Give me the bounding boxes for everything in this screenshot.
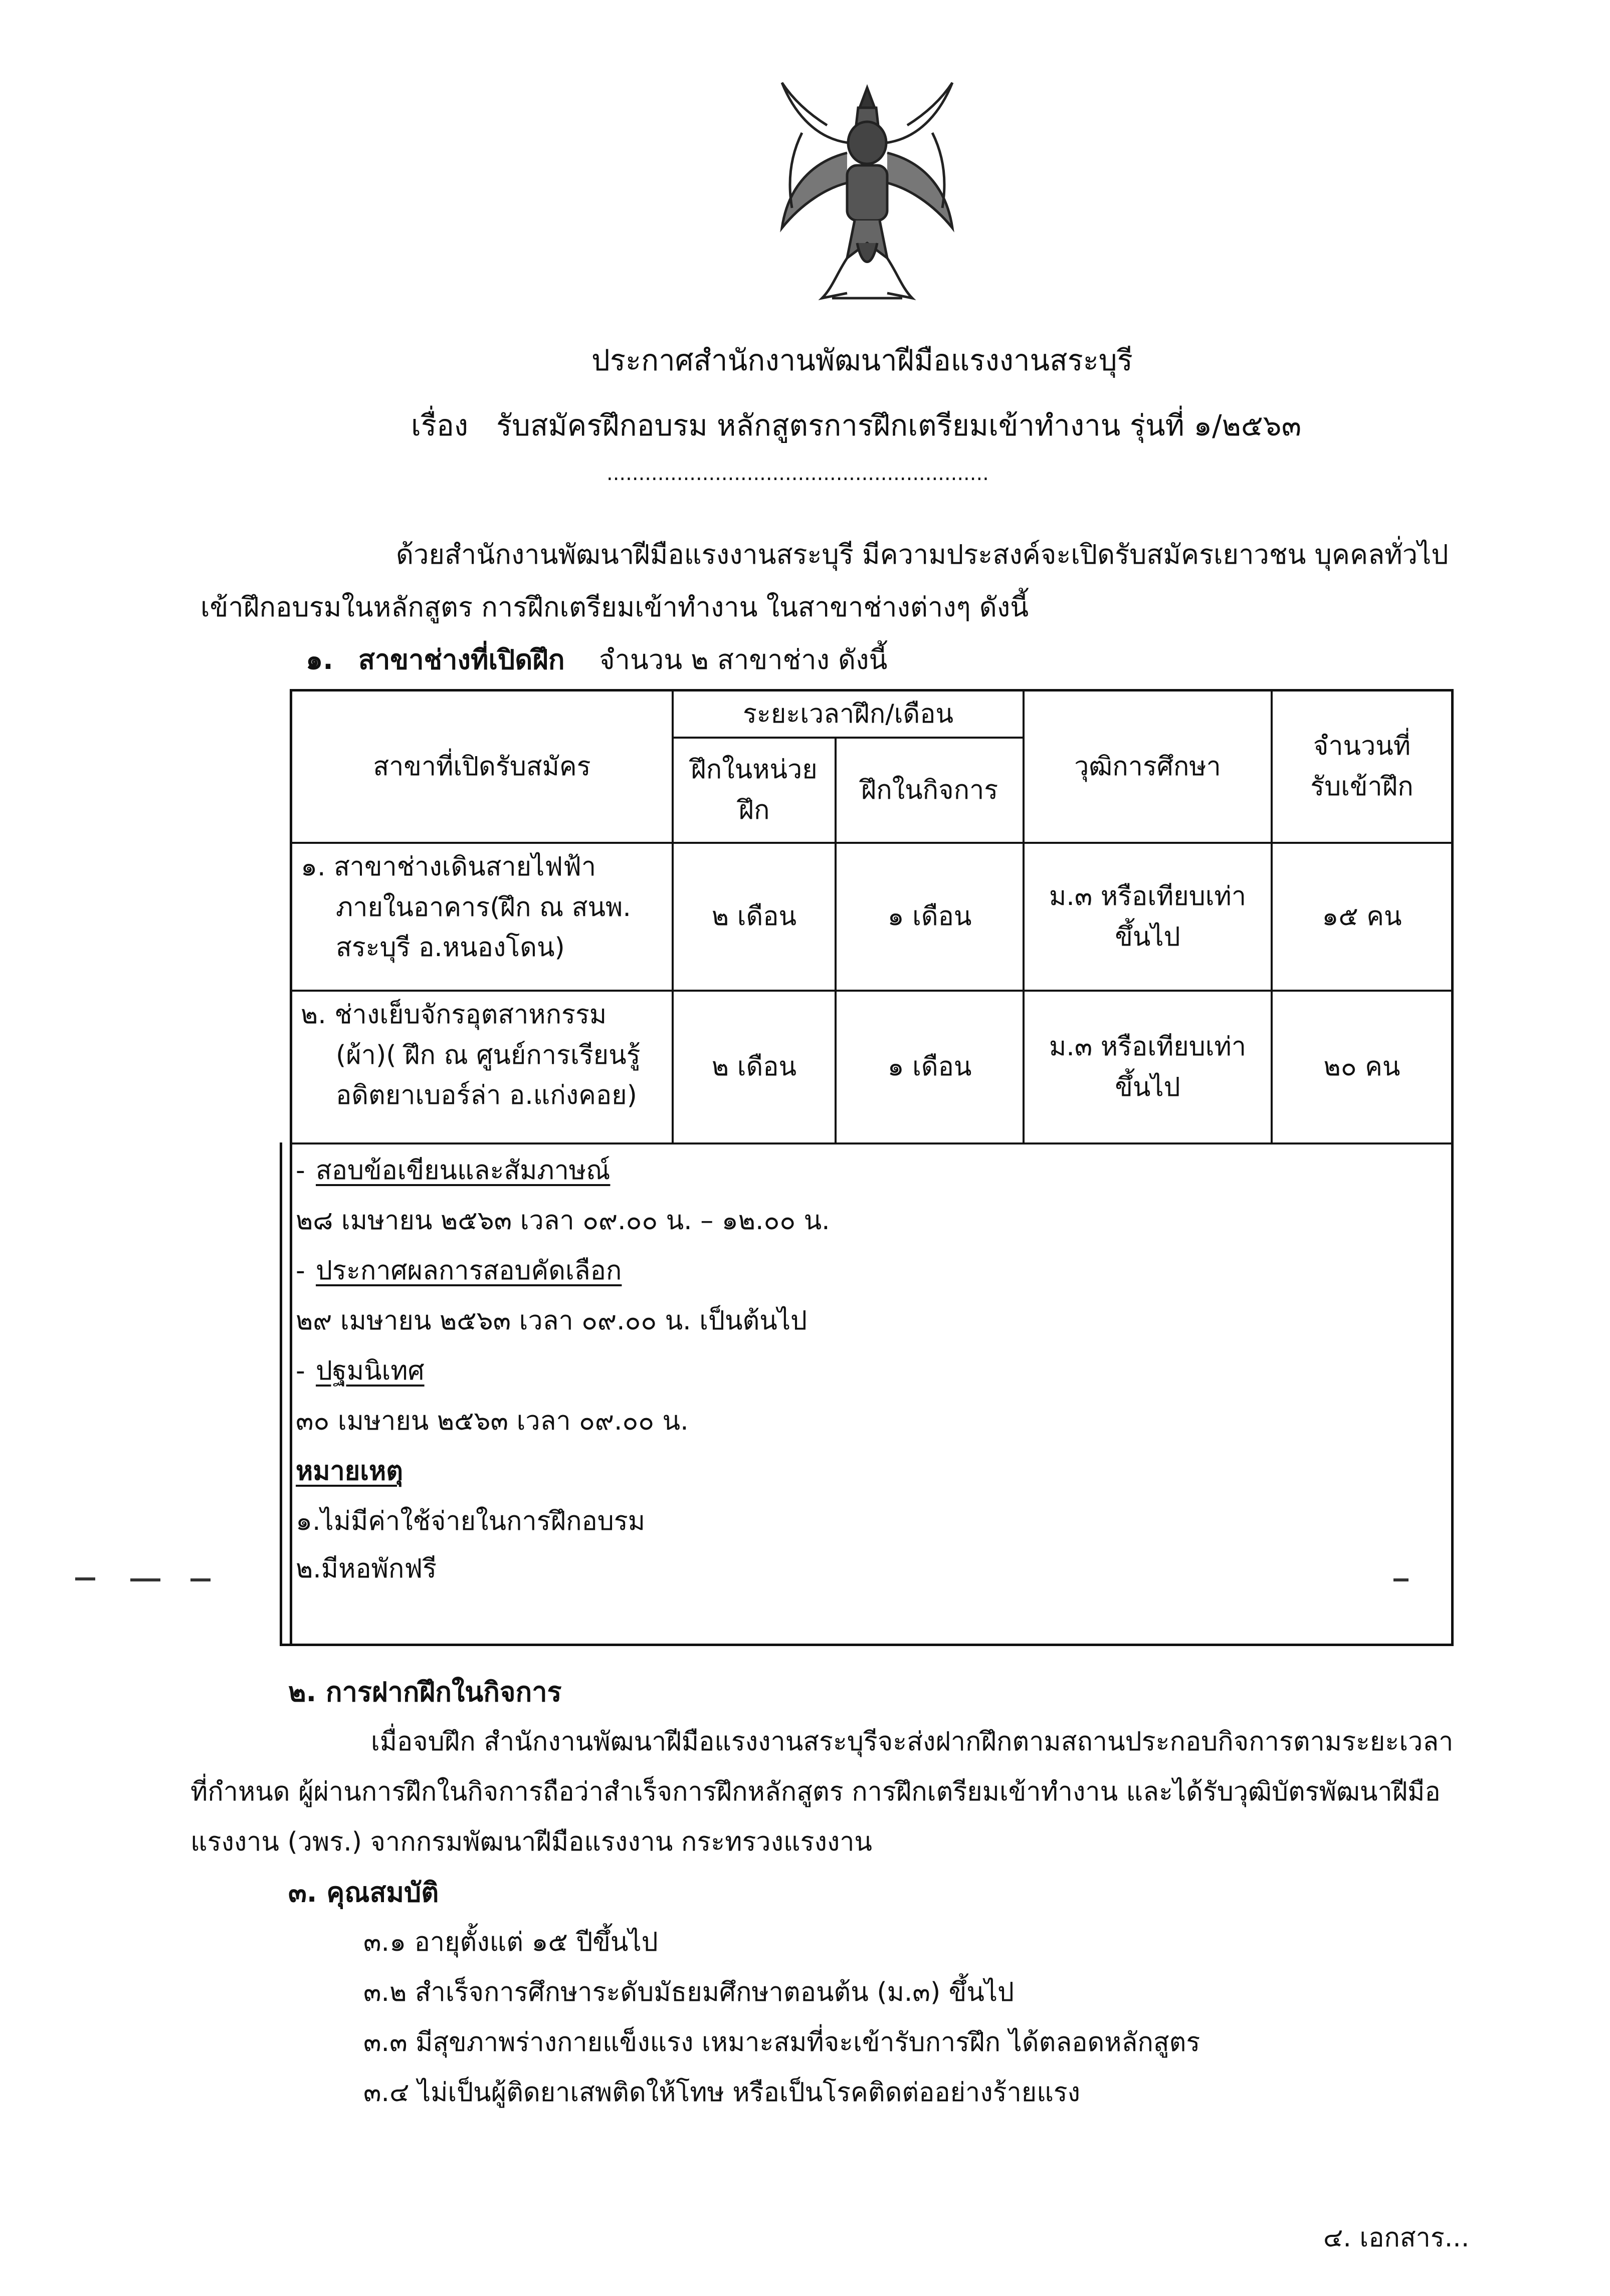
qualification-item: ๓.๒ สำเร็จการศึกษาระดับมัธยมศึกษาตอนต้น (ม.๓) ขึ้นไป: [363, 1977, 1015, 2007]
section-1-count: จำนวน ๒ สาขาช่าง ดังนี้: [599, 644, 888, 675]
table-row-2-in-company: ๑ เดือน: [887, 1052, 972, 1082]
note-2: ๒.มีหอพักฟรี: [296, 1554, 437, 1584]
table-row-1-quota: ๑๕ คน: [1322, 901, 1402, 932]
intro-line-2: เข้าฝึกอบรมในหลักสูตร การฝึกเตรียมเข้าทำงาน ในสาขาช่างต่างๆ ดังนี้: [200, 591, 1029, 623]
table-row-2-quota: ๒๐ คน: [1323, 1052, 1400, 1082]
header-quota: จำนวนที่ รับเข้าฝึก: [1310, 731, 1414, 802]
header-education: วุฒิการศึกษา: [1074, 751, 1221, 782]
table-row-2-education: ม.๓ หรือเทียบเท่า ขึ้นไป: [1049, 1031, 1247, 1102]
qualification-item: ๓.๓ มีสุขภาพร่างกายแข็งแรง เหมาะสมที่จะเข้ารับการฝึก ได้ตลอดหลักสูตร: [363, 2027, 1200, 2057]
section-3-heading: ๓. คุณสมบัติ: [288, 1877, 439, 1908]
section-2-heading: ๒. การฝากฝึกในกิจการ: [288, 1676, 562, 1708]
exam-label: สอบข้อเขียนและสัมภาษณ์: [316, 1156, 611, 1186]
exam-dash: -: [296, 1156, 305, 1186]
orientation-date: ๓๐ เมษายน ๒๕๖๓ เวลา ๐๙.๐๐ น.: [296, 1406, 689, 1436]
section-2-line-2: ที่กำหนด ผู้ผ่านการฝึกในกิจการถือว่าสำเร็จการฝึกหลักสูตร การฝึกเตรียมเข้าทำงาน และได้รับวุฒิบัตรพัฒนาฝีมือ: [190, 1777, 1441, 1807]
section-2-line-1: เมื่อจบฝึก สำนักงานพัฒนาฝีมือแรงงานสระบุรีจะส่งฝากฝึกตามสถานประกอบกิจการตามระยะเวลา: [371, 1727, 1454, 1757]
section-1-number: ๑.: [306, 644, 333, 675]
announce-label: ประกาศผลการสอบคัดเลือก: [316, 1256, 622, 1286]
announce-dash: -: [296, 1256, 305, 1286]
subject-text: รับสมัครฝึกอบรม หลักสูตรการฝึกเตรียมเข้าทำงาน รุ่นที่ ๑/๒๕๖๓: [496, 408, 1302, 442]
table-row-1-branch: ๑. สาขาช่างเดินสายไฟฟ้า ภายในอาคาร(ฝึก ณ สนพ. สระบุรี อ.หนองโดน): [301, 852, 631, 963]
header-in-company: ฝึกในกิจการ: [861, 775, 998, 805]
header-in-unit: ฝึกในหน่วย ฝึก: [691, 755, 818, 825]
exam-date: ๒๘ เมษายน ๒๕๖๓ เวลา ๐๙.๐๐ น. – ๑๒.๐๐ น.: [296, 1206, 830, 1236]
table-row-2-branch: ๒. ช่างเย็บจักรอุตสาหกรรม (ผ้า)( ฝึก ณ ศูนย์การเรียนรู้ อดิตยาเบอร์ล่า อ.แก่งคอย): [301, 1000, 641, 1111]
intro-line-1: ด้วยสำนักงานพัฒนาฝีมือแรงงานสระบุรี มีความประสงค์จะเปิดรับสมัครเยาวชน บุคคลทั่วไป: [396, 539, 1449, 570]
scan-mark: [1393, 1578, 1408, 1581]
orientation-dash: -: [296, 1356, 305, 1386]
title-divider-dots: ............................................................: [607, 462, 989, 485]
table-row-1-education: ม.๓ หรือเทียบเท่า ขึ้นไป: [1049, 881, 1247, 952]
note-1: ๑.ไม่มีค่าใช้จ่ายในการฝึกอบรม: [296, 1506, 645, 1536]
garuda-emblem-icon: [772, 78, 962, 308]
qualification-item: ๓.๔ ไม่เป็นผู้ติดยาเสพติดให้โทษ หรือเป็นโรคติดต่ออย่างร้ายแรง: [363, 2078, 1081, 2108]
notes-label: หมายเหตุ: [296, 1456, 404, 1486]
table-row-2-in-unit: ๒ เดือน: [711, 1052, 797, 1082]
subject-label: เรื่อง: [411, 408, 469, 442]
table-row-1-in-company: ๑ เดือน: [887, 901, 972, 932]
section-2-line-3: แรงงาน (วพร.) จากกรมพัฒนาฝีมือแรงงาน กระทรวงแรงงาน: [190, 1827, 872, 1857]
header-branch: สาขาที่เปิดรับสมัคร: [373, 751, 591, 782]
scan-mark: [190, 1578, 211, 1581]
scan-mark: [130, 1578, 160, 1581]
next-page-marker: ๔. เอกสาร...: [1323, 2223, 1470, 2253]
page-title: ประกาศสำนักงานพัฒนาฝีมือแรงงานสระบุรี: [591, 343, 1133, 377]
orientation-label: ปฐมนิเทศ: [316, 1356, 425, 1386]
qualification-item: ๓.๑ อายุตั้งแต่ ๑๕ ปีขึ้นไป: [363, 1927, 658, 1957]
table-row-1-in-unit: ๒ เดือน: [711, 901, 797, 932]
announce-date: ๒๙ เมษายน ๒๕๖๓ เวลา ๐๙.๐๐ น. เป็นต้นไป: [296, 1306, 808, 1336]
scan-mark: [75, 1577, 95, 1580]
section-1-heading: สาขาช่างที่เปิดฝึก: [358, 644, 565, 675]
header-duration: ระยะเวลาฝึก/เดือน: [742, 699, 954, 729]
